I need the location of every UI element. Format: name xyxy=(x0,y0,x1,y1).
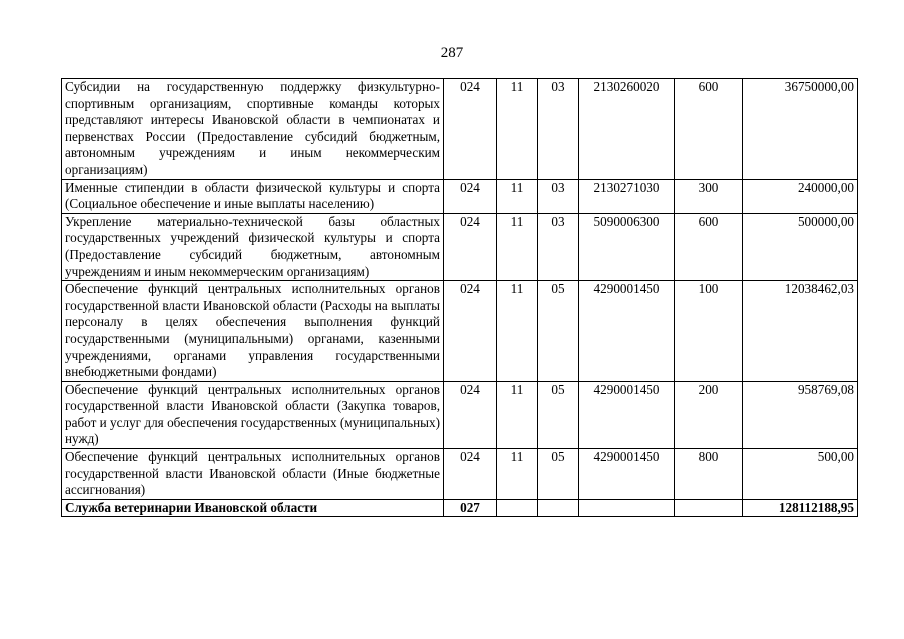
target-article-code: 4290001450 xyxy=(579,281,675,382)
row-description: Обеспечение функций центральных исполнительных органов государственной власти Ивановской области (Закупка товаров, работ и услуг для обеспечения государственных (муниципальных) нужд) xyxy=(62,381,444,448)
section-code: 11 xyxy=(497,449,538,500)
section-code xyxy=(497,499,538,517)
target-article-code: 5090006300 xyxy=(579,213,675,280)
page-number: 287 xyxy=(440,45,464,61)
amount: 500000,00 xyxy=(743,213,858,280)
subsection-code: 05 xyxy=(538,281,579,382)
expense-type-code xyxy=(675,499,743,517)
table-row xyxy=(62,213,858,280)
section-code: 11 xyxy=(497,179,538,213)
amount: 12038462,03 xyxy=(743,281,858,382)
amount: 958769,08 xyxy=(743,381,858,448)
subsection-code: 03 xyxy=(538,179,579,213)
ministry-code: 027 xyxy=(444,499,497,517)
section-code: 11 xyxy=(497,381,538,448)
row-description: Обеспечение функций центральных исполнительных органов государственной власти Ивановской области (Иные бюджетные ассигнования) xyxy=(62,449,444,500)
expense-type-code: 600 xyxy=(675,79,743,180)
ministry-code: 024 xyxy=(444,179,497,213)
row-description: Укрепление материально-технической базы областных государственных учреждений физической культуры и спорта (Предоставление субсидий бюджетным, автономным учреждениям и иным некоммерческим организациям) xyxy=(62,213,444,280)
budget-table xyxy=(61,78,858,517)
subsection-code: 03 xyxy=(538,213,579,280)
target-article-code: 4290001450 xyxy=(579,381,675,448)
expense-type-code: 200 xyxy=(675,381,743,448)
subsection-code: 05 xyxy=(538,449,579,500)
amount: 36750000,00 xyxy=(743,79,858,180)
total-description: Служба ветеринарии Ивановской области xyxy=(62,499,444,517)
total-row xyxy=(62,499,858,517)
ministry-code: 024 xyxy=(444,213,497,280)
table-row xyxy=(62,381,858,448)
target-article-code: 4290001450 xyxy=(579,449,675,500)
section-code: 11 xyxy=(497,281,538,382)
section-code: 11 xyxy=(497,213,538,280)
row-description: Именные стипендии в области физической культуры и спорта (Социальное обеспечение и иные выплаты населению) xyxy=(62,179,444,213)
section-code: 11 xyxy=(497,79,538,180)
amount: 500,00 xyxy=(743,449,858,500)
row-description: Субсидии на государственную поддержку физкультурно-спортивным организациям, спортивные команды которых представляют интересы Ивановской области в чемпионатах и первенствах России (Предоставление субсидий бюджетным, автономным учреждениям и иным некоммерческим организациям) xyxy=(62,79,444,180)
row-description: Обеспечение функций центральных исполнительных органов государственной власти Ивановской области (Расходы на выплаты персоналу в целях обеспечения выполнения функций государственными (муниципальными) органами, казенными учреждениями, органами управления государственными внебюджетными фондами) xyxy=(62,281,444,382)
table-row xyxy=(62,449,858,500)
target-article-code: 2130271030 xyxy=(579,179,675,213)
amount: 240000,00 xyxy=(743,179,858,213)
expense-type-code: 800 xyxy=(675,449,743,500)
subsection-code xyxy=(538,499,579,517)
table-row xyxy=(62,179,858,213)
ministry-code: 024 xyxy=(444,381,497,448)
subsection-code: 03 xyxy=(538,79,579,180)
ministry-code: 024 xyxy=(444,79,497,180)
ministry-code: 024 xyxy=(444,281,497,382)
ministry-code: 024 xyxy=(444,449,497,500)
subsection-code: 05 xyxy=(538,381,579,448)
expense-type-code: 300 xyxy=(675,179,743,213)
target-article-code xyxy=(579,499,675,517)
expense-type-code: 100 xyxy=(675,281,743,382)
total-amount: 128112188,95 xyxy=(743,499,858,517)
expense-type-code: 600 xyxy=(675,213,743,280)
target-article-code: 2130260020 xyxy=(579,79,675,180)
table-row xyxy=(62,281,858,382)
table-row xyxy=(62,79,858,180)
